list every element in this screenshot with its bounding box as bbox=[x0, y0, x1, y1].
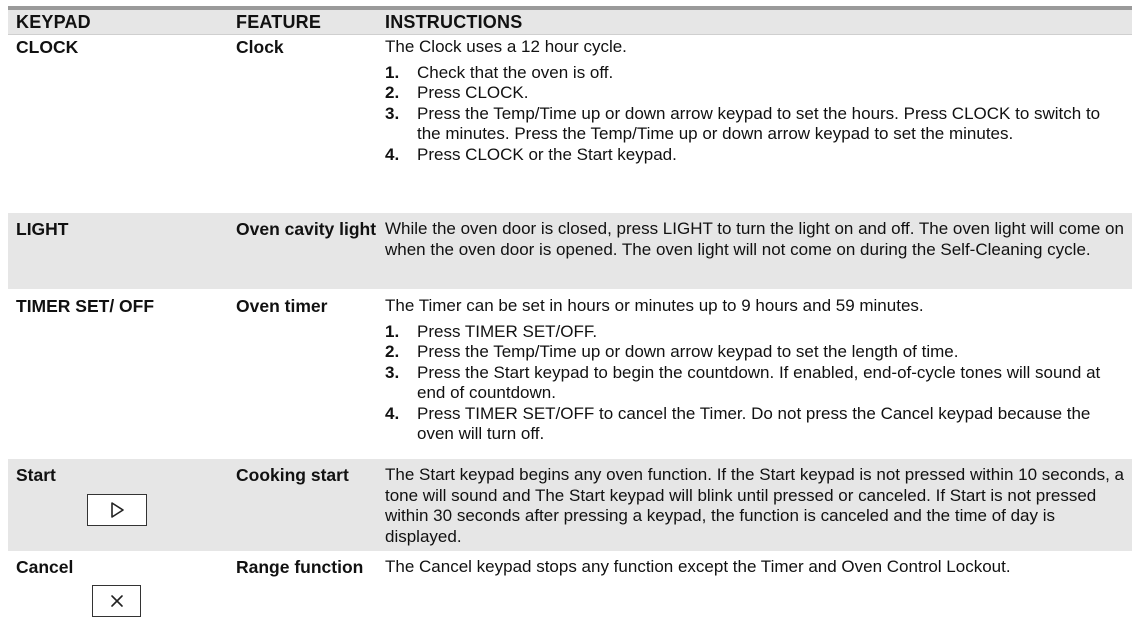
header-feature: FEATURE bbox=[236, 11, 322, 32]
step-text: Press CLOCK. bbox=[417, 83, 529, 102]
list-item bbox=[385, 342, 1124, 363]
step-text: Press the Temp/Time up or down arrow keypad to set the length of time. bbox=[417, 342, 959, 361]
step-text: Press TIMER SET/OFF. bbox=[417, 321, 598, 341]
table-row-clock bbox=[8, 35, 1132, 213]
keypad-name: CLOCK bbox=[16, 37, 79, 57]
step-number: 3. bbox=[385, 362, 400, 382]
table-row-light bbox=[8, 213, 1132, 289]
list-item bbox=[385, 145, 1124, 166]
start-keypad-button[interactable] bbox=[87, 494, 147, 526]
list-item bbox=[385, 404, 1124, 445]
step-number: 2. bbox=[385, 83, 400, 102]
cancel-keypad-button[interactable] bbox=[92, 585, 141, 617]
list-item bbox=[385, 63, 1124, 84]
step-number: 4. bbox=[385, 144, 400, 164]
step-text: Check that the oven is off. bbox=[417, 62, 614, 82]
step-text: Press the Start keypad to begin the countdown. If enabled, end-of-cycle tones will sound at end of countdown. bbox=[417, 362, 1101, 402]
feature-name: Range function bbox=[236, 557, 364, 577]
table-row-timer bbox=[8, 289, 1132, 459]
table-row-cancel bbox=[8, 551, 1132, 621]
feature-name: Oven timer bbox=[236, 296, 328, 316]
table-header bbox=[8, 10, 1132, 35]
feature-name: Oven cavity light bbox=[236, 219, 377, 239]
keypad-name: Start bbox=[16, 465, 56, 485]
step-text: Press the Temp/Time up or down arrow keypad to set the hours. Press CLOCK to switch to the minutes. Press the Temp/Time up or down arrow keypad to set the minutes. bbox=[417, 103, 1101, 143]
list-item bbox=[385, 104, 1124, 145]
instruction-text: The Start keypad begins any oven function. If the Start keypad is not pressed within 10 seconds, a tone will sound and The Start keypad will blink until pressed or canceled. If Start is not pressed within 30 seconds after pressing a keypad, the function is canceled and the time of day is displayed. bbox=[385, 465, 1124, 546]
keypad-feature-table bbox=[8, 6, 1132, 621]
instruction-intro: The Timer can be set in hours or minutes up to 9 hours and 59 minutes. bbox=[385, 296, 924, 315]
feature-name: Clock bbox=[236, 37, 284, 57]
step-number: 4. bbox=[385, 403, 400, 423]
step-number: 3. bbox=[385, 103, 400, 123]
list-item bbox=[385, 83, 1124, 104]
step-text: Press TIMER SET/OFF to cancel the Timer. Do not press the Cancel keypad because the oven will turn off. bbox=[417, 403, 1091, 443]
instruction-steps bbox=[385, 322, 1124, 445]
list-item bbox=[385, 363, 1124, 404]
list-item bbox=[385, 322, 1124, 343]
instruction-intro: The Clock uses a 12 hour cycle. bbox=[385, 37, 627, 56]
keypad-name: Cancel bbox=[16, 557, 74, 577]
header-instructions: INSTRUCTIONS bbox=[385, 11, 523, 32]
close-icon bbox=[109, 593, 125, 609]
feature-name: Cooking start bbox=[236, 465, 349, 485]
keypad-name: LIGHT bbox=[16, 219, 69, 239]
play-icon bbox=[108, 501, 126, 519]
instruction-steps bbox=[385, 63, 1124, 166]
keypad-name: TIMER SET/ OFF bbox=[16, 296, 155, 316]
header-keypad: KEYPAD bbox=[16, 11, 91, 32]
instruction-text: The Cancel keypad stops any function except the Timer and Oven Control Lockout. bbox=[385, 557, 1011, 576]
step-text: Press CLOCK or the Start keypad. bbox=[417, 144, 677, 164]
table-row-start bbox=[8, 459, 1132, 551]
instruction-text: While the oven door is closed, press LIGHT to turn the light on and off. The oven light will come on when the oven door is opened. The oven light will not come on during the Self-Cleaning cycle. bbox=[385, 219, 1124, 259]
step-number: 1. bbox=[385, 321, 400, 341]
step-number: 2. bbox=[385, 342, 400, 361]
step-number: 1. bbox=[385, 62, 400, 82]
